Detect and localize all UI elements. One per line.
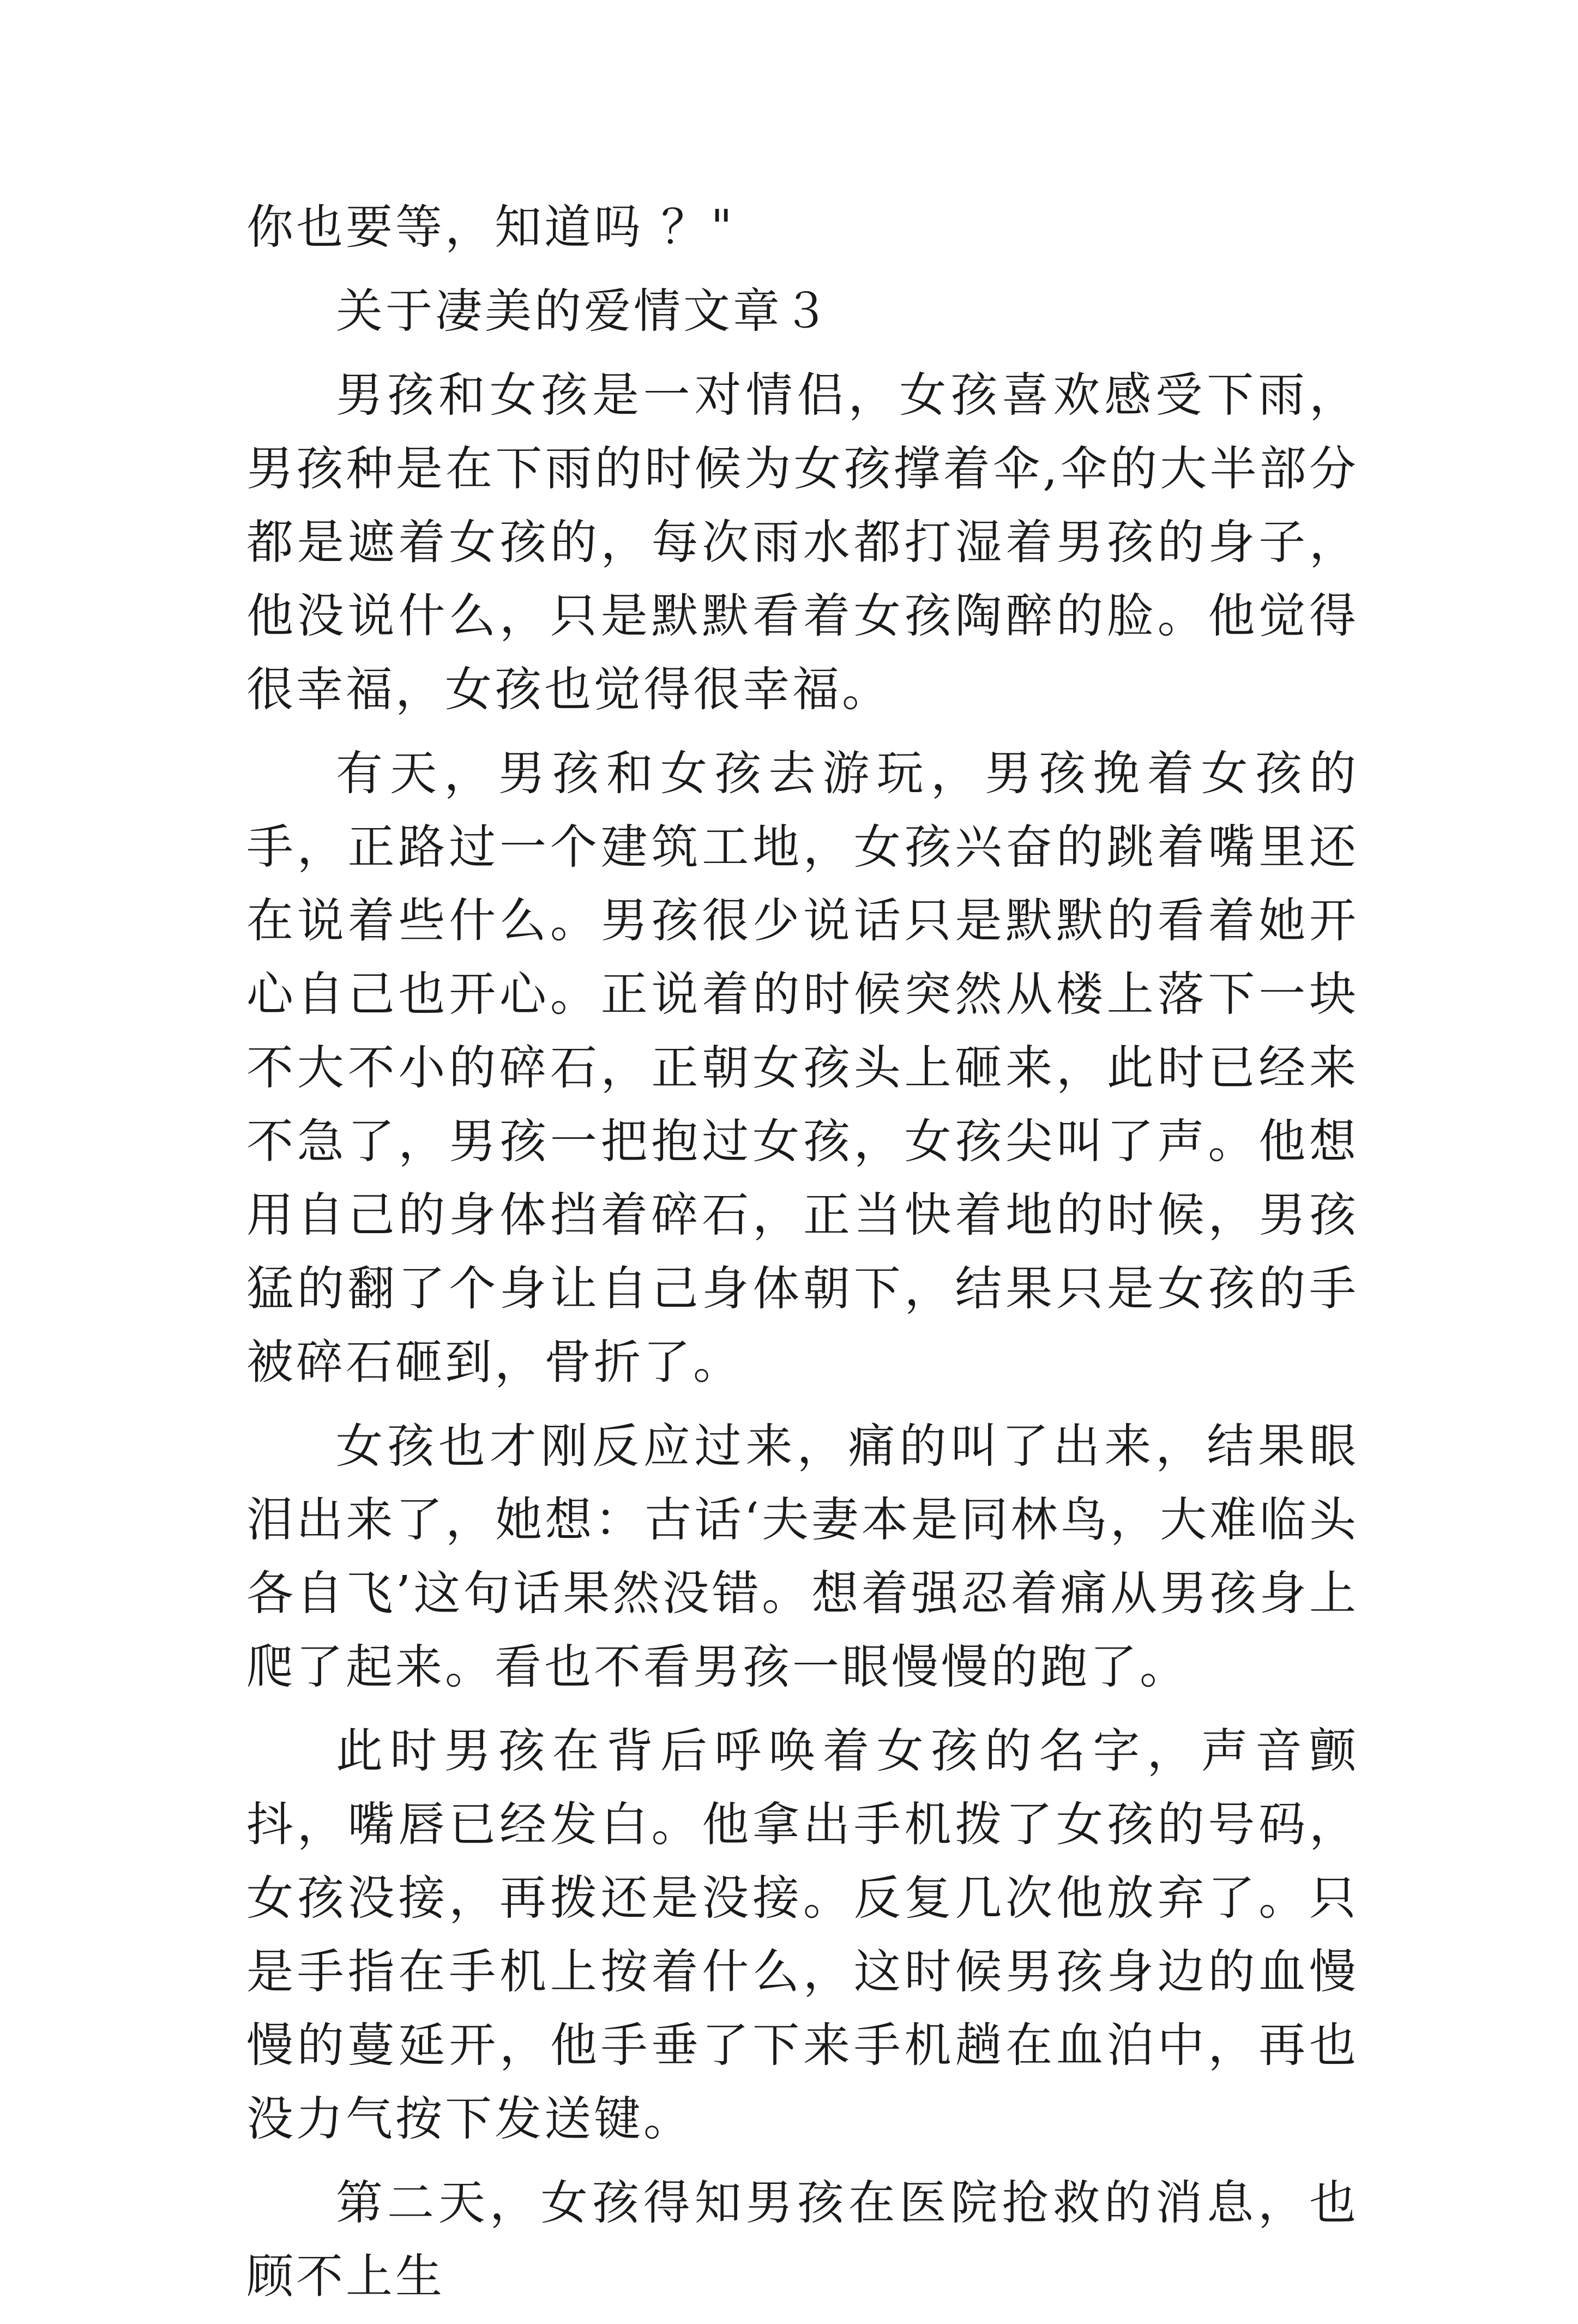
- paragraph-continued: 你也要等，知道吗 ？": [246, 200, 735, 255]
- article-heading: 关于凄美的爱情文章３: [336, 284, 832, 339]
- paragraph: 此时男孩在背后呼唤着女孩的名字，声音颤抖，嘴唇已经发白。他拿出手机拨了女孩的号码，女孩没接，再拨还是没接。反复几次他放弃了。只是手指在手机上按着什么，这时候男孩身边的血慢慢的蔓延开，他手垂了下来手机趟在血泊中，再也没力气按下发送键。: [246, 1724, 1359, 2146]
- paragraph: 第二天，女孩得知男孩在医院抢救的消息，也顾不上生: [246, 2176, 1359, 2304]
- article-body: [246, 191, 1359, 2324]
- paragraph: 有天，男孩和女孩去游玩，男孩挽着女孩的手，正路过一个建筑工地，女孩兴奋的跳着嘴里还在说着些什么。男孩很少说话只是默默的看着她开心自己也开心。正说着的时候突然从楼上落下一块不大不小的碎石，正朝女孩头上砸来，此时已经来不急了，男孩一把抱过女孩，女孩尖叫了声。他想用自己的身体挡着碎石，正当快着地的时候，男孩猛的翻了个身让自己身体朝下，结果只是女孩的手被碎石砸到，骨折了。: [246, 746, 1359, 1390]
- paragraph: 男孩和女孩是一对情侣，女孩喜欢感受下雨，男孩种是在下雨的时候为女孩撑着伞,伞的大半部分都是遮着女孩的，每次雨水都打湿着男孩的身子，他没说什么，只是默默看着女孩陶醉的脸。他觉得很幸福，女孩也觉得很幸福。: [246, 368, 1359, 717]
- paragraph: 女孩也才刚反应过来，痛的叫了出来，结果眼泪出来了，她想：古话‘夫妻本是同林鸟，大难临头各自飞’这句话果然没错。想着强忍着痛从男孩身上爬了起来。看也不看男孩一眼慢慢的跑了。: [246, 1419, 1359, 1694]
